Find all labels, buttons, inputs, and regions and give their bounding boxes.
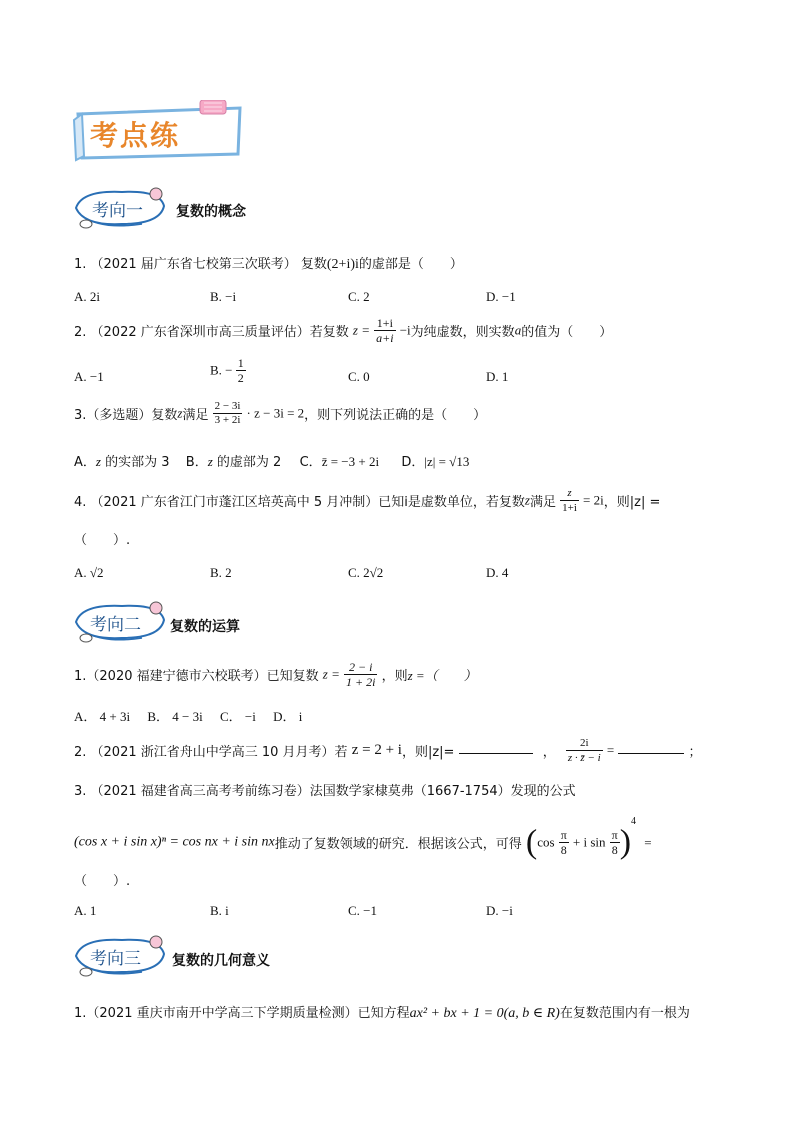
banner-title: 考点练 (90, 119, 181, 152)
question-s1-4-line2: （ ）. (74, 533, 131, 548)
section-tag-2 (72, 600, 170, 646)
fraction: $\frac{z}{1+i}$ (562, 487, 577, 514)
option-c: C. −1 (348, 903, 378, 918)
fraction: $\frac{2i}{z \cdot z̄ - i}$ (567, 737, 601, 764)
question-s2-2: 2. （2021 浙江省舟山中学高三 10 月月考）若 z = 2 + i，则|z|= ， $\frac{2i}{z \cdot z̄ - i}$ = ； (74, 737, 702, 764)
section-tag-text: 考向一 (92, 201, 143, 221)
question-s2-3-line3: （ ）. (74, 874, 131, 889)
fraction: $\frac{2 - 3i}{3 + 2i}$ (214, 400, 241, 426)
option-b: B. i (210, 903, 229, 918)
option-d: D. −1 (486, 289, 516, 304)
banner (72, 100, 244, 160)
option-a: A. √2 (74, 565, 104, 580)
option-a: A. 2i (74, 289, 100, 304)
option-b: B. 2 (210, 565, 232, 580)
option-c: C. 2√2 (348, 565, 384, 580)
option-c: C. 0 (348, 369, 370, 384)
options-s2-1: A． 4 + 3i B． 4 − 3i C． −i D． i (74, 709, 303, 724)
option-d: D. −i (486, 903, 513, 918)
options-s1-3: A．z 的实部为 3 B．z 的虚部为 2 C．z̄ = −3 + 2i D．|z| = √13 (74, 454, 470, 470)
question-s1-1: 1. （2021 届广东省七校第三次联考） 复数(2+i)i的虚部是（ ） (74, 257, 463, 272)
option-d: D. 4 (486, 565, 509, 580)
question-s2-3-formula: (cos x + i sin x)ⁿ = cos nx + i sin nx推动了复数领域的研究．根据该公式，可得 (cos $\frac{\pi}{8}$ + i sin $\frac{\pi}{8}$ )$^4$ = (74, 816, 652, 861)
question-s2-1: 1.（2020 福建宁德市六校联考）已知复数 z = $\frac{2 - i}{1 + 2i}$ ，则z =（ ） (74, 660, 477, 689)
option-d: D. 1 (486, 369, 509, 384)
section-title: 复数的概念 (176, 204, 246, 220)
section-tag-1 (72, 186, 170, 232)
option-a: A. 1 (74, 903, 97, 918)
section-tag-text: 考向三 (90, 949, 141, 969)
question-s1-4: 4. （2021 广东省江门市蓬江区培英高中 5 月冲制）已知i是虚数单位，若复数z满足 $\frac{z}{1+i}$ = 2i，则|z| = (74, 487, 661, 514)
question-s3-1: 1.（2021 重庆市南开中学高三下学期质量检测）已知方程ax² + bx + 1 = 0(a, b ∈ R)在复数范围内有一根为 (74, 1006, 690, 1021)
question-s2-3: 3. （2021 福建省高三高考考前练习卷）法国数学家棣莫弗（1667-1754）发现的公式 (74, 784, 576, 799)
section-tag-text: 考向二 (90, 615, 141, 635)
section-title: 复数的运算 (170, 619, 240, 635)
option-a: A. −1 (74, 369, 104, 384)
question-s1-3: 3.（多选题）复数z满足 $\frac{2 - 3i}{3 + 2i}$ · z − 3i = 2，则下列说法正确的是（ ） (74, 400, 487, 426)
option-b: B. −i (210, 289, 237, 304)
question-s1-2: 2. （2022 广东省深圳市高三质量评估）若复数 z = $\frac{1+i}{a+i}$ −i为纯虚数，则实数a的值为（ ） (74, 316, 613, 345)
fraction: $\frac{1+i}{a+i}$ (376, 316, 394, 345)
answer-blank[interactable] (459, 741, 533, 754)
answer-blank[interactable] (618, 741, 684, 754)
section-title: 复数的几何意义 (172, 953, 270, 969)
fraction: $\frac{2 - i}{1 + 2i}$ (346, 660, 376, 689)
option-b: B. − $\frac{1}{2}$ (210, 356, 244, 385)
section-tag-3 (72, 934, 170, 980)
option-c: C. 2 (348, 289, 370, 304)
